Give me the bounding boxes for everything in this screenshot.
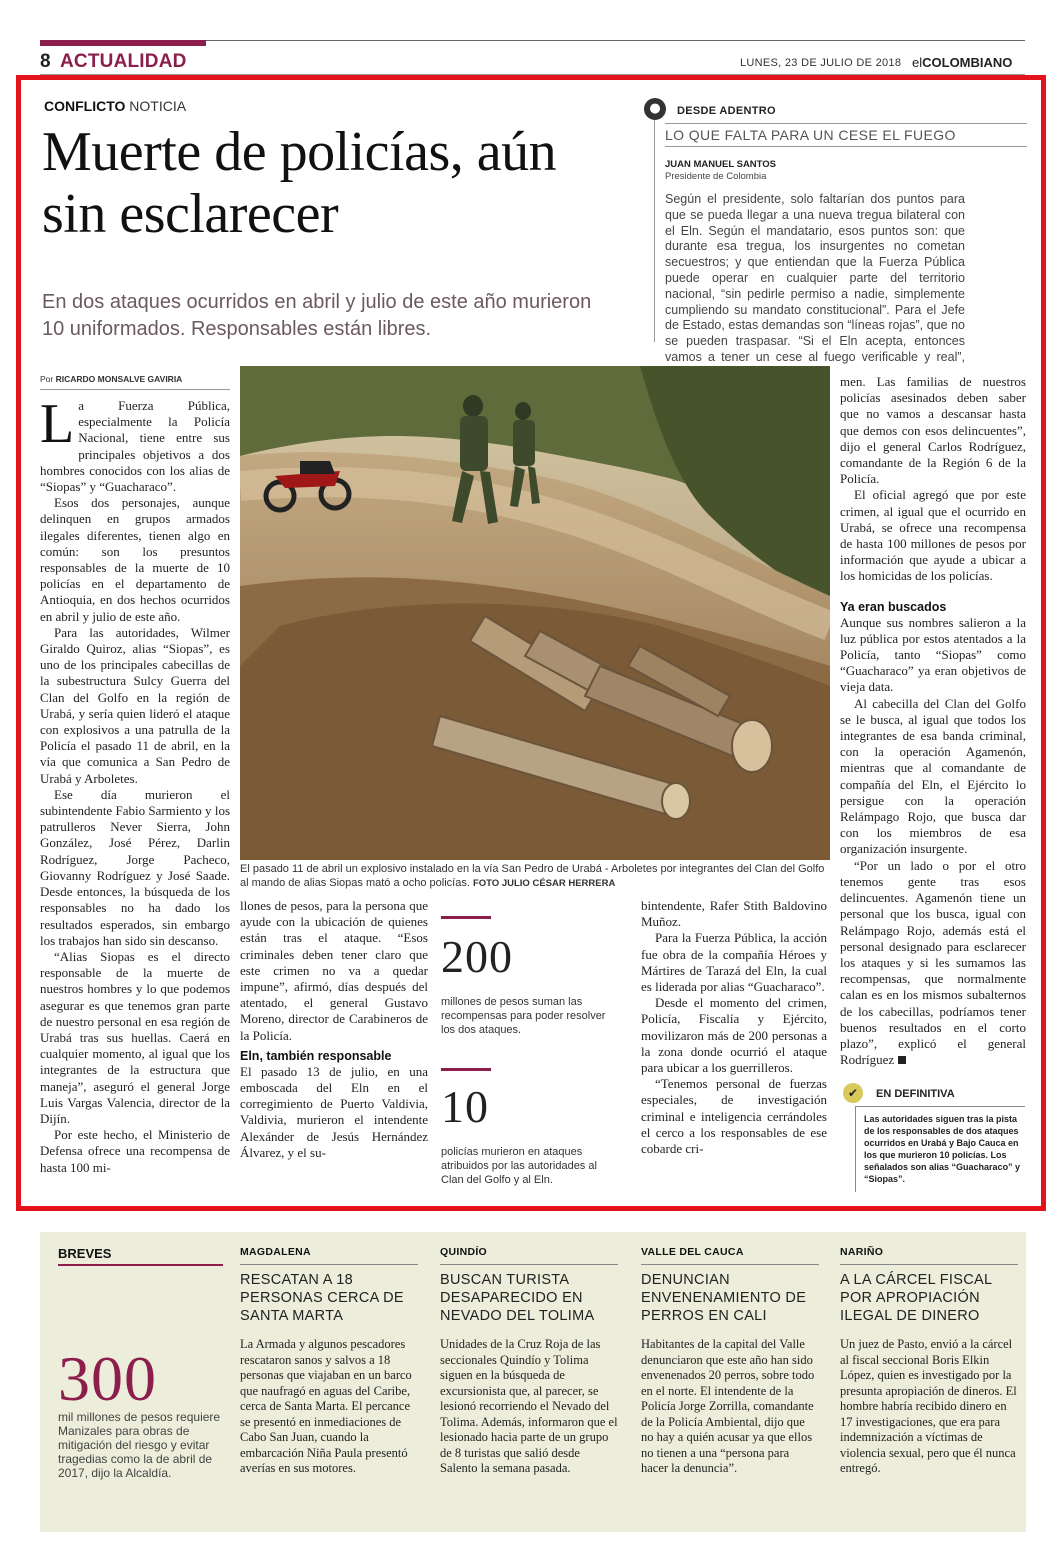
breve-rule xyxy=(840,1264,1018,1265)
breve-region: NARIÑO xyxy=(840,1246,884,1258)
breve-text: Unidades de la Cruz Roja de las seccionales Quindío y Tolima siguen en la búsqueda de excursionista que, al parecer, se lesionó recorriendo el Nevado del Tolima. Además, informaron que el lesionado hacia parte de un grupo de 8 turistas que salió desde Salento la semana pasada. xyxy=(440,1337,618,1475)
stat-text: millones de pesos suman las recompensas para poder resolver los dos ataques. xyxy=(441,996,606,1036)
breve-text: La Armada y algunos pescadores rescataron sanos y salvos a 18 personas que viajaban en un barco que naufragó en aguas del Caribe, cerca de Santa Marta. El percance se presentó en inmediaciones de Cabo San Juan, cuando la embarcación Niña Paula presentó averías en sus motores. xyxy=(240,1337,412,1475)
breves-rule xyxy=(58,1264,223,1266)
breve-headline: A LA CÁRCEL FISCAL POR APROPIACIÓN ILEGAL DE DINERO xyxy=(840,1272,992,1324)
breve-rule xyxy=(641,1264,819,1265)
dropcap: L xyxy=(40,393,75,455)
breve-region: MAGDALENA xyxy=(240,1246,311,1258)
breve-text: Habitantes de la capital del Valle denunciaron que este año han sido envenenados 20 perros, sobre todo en el norte. El intendente de la Policía Jorge Zorrilla, comandante de la Policía Ambiental, dijo que no hay a quién acusar ya que ellos no tienen a una “persona para hacer la denuncia”. xyxy=(641,1337,815,1475)
box-text: Según el presidente, solo faltarían dos puntos para que se pueda llegar a una nueva tregua bilateral con el Eln. Según el mandatario, esos puntos son: que durante esa tregua, los insurgentes no cometan secuestros; y que entiendan que la Fuerza Pública puede operar en cualquier parte del territorio nacional, “sin pedirle permiso a nadie, simplemente cumpliendo su mandato constitucional”. Para el Jefe de Estado, estas demandas son “líneas rojas”, que no se pueden traspasar. “Si el Eln acepta, entonces vamos a tener un cese al fuego verificable y real”, xyxy=(665,192,965,364)
breves-stat-text: mil millones de pesos requiere Manizales para obras de mitigación del riesgo y evitar tragedias como la de abril de 2017, dijo la Alcaldía. xyxy=(58,1410,221,1480)
paragraph: Desde el momento del crimen, Policía, Fiscalía y Ejército, movilizaron más de 200 personas a la zona donde ocurrió el ataque para ubicar a los guerrilleros. xyxy=(641,995,827,1076)
box-author-role: Presidente de Colombia xyxy=(665,171,767,182)
paragraph: Al cabecilla del Clan del Golfo se le busca, al igual que todos los integrantes de esa banda criminal, con la operación Agamenón, mientras que al comandante de compañía del Eln, el Ejército lo persigue con la operación Relámpago Rojo, que busca dar con los miembros de esa organización insurgente. xyxy=(840,695,1026,857)
breve-region: VALLE DEL CAUCA xyxy=(641,1246,744,1258)
subheading: Ya eran buscados xyxy=(840,599,947,614)
kicker-topic: CONFLICTO xyxy=(44,98,126,114)
paragraph: bintendente, Rafer Stith Baldovino Muñoz. xyxy=(641,898,827,930)
checklist-icon: ✔ xyxy=(843,1083,863,1103)
paragraph-text: a Fuerza Pública, especialmente la Policía Nacional, tiene entre sus principales objetivos a dos hombres conocidos con los alias de “Siopas” y “Guacharaco”. xyxy=(40,398,230,495)
paragraph: Ese día murieron el subintendente Fabio Sarmiento y los patrulleros Never Sierra, John González, José Pérez, Darlin Rodríguez, Jorge Pacheco, Giovanny Rodríguez y José Saade. Desde entonces, la búsqueda de los responsables no ha dado los resultados esperados, sin embargo los trabajos han sido sin descanso. xyxy=(40,786,230,948)
byline-rule xyxy=(40,389,230,390)
stat-number: 10 xyxy=(441,1081,489,1132)
article-column-4 xyxy=(840,374,1026,1068)
photo-illustration xyxy=(240,366,830,860)
paragraph: Aunque sus nombres salieron a la luz pública por estos atentados a la Policía, tanto “Siopas” como “Guacharaco” ya eran objetivos de vieja data. xyxy=(840,614,1026,695)
headline: Muerte de policías, aún sin esclarecer xyxy=(42,121,557,245)
article-column-1 xyxy=(40,393,230,1176)
article-column-2 xyxy=(240,898,428,1161)
paragraph: El oficial agregó que por este crimen, al igual que el ocurrido en Urabá, se ofrece una recompensa de hasta 100 millones de pesos por información que ayude a ubicar a los homicidas de los policías. xyxy=(840,487,1026,584)
paragraph: Por este hecho, el Ministerio de Defensa ofrece una recompensa de hasta 100 mi- xyxy=(40,1127,230,1175)
breves-stat-number: 300 xyxy=(58,1343,157,1414)
article-photo xyxy=(240,366,830,860)
breve-rule xyxy=(240,1264,418,1265)
paragraph: Para la Fuerza Pública, la acción fue obra de la compañía Héroes y Mártires de Tarazá del Eln, la cual es liderada por alias “Guacharaco”. xyxy=(641,930,827,995)
photo-caption xyxy=(240,862,830,891)
section-name: ACTUALIDAD xyxy=(60,51,187,72)
paragraph: llones de pesos, para la persona que ayude con la ubicación de quienes están tras el ataque. “Esos criminales deben tener claro que este crimen no va a quedar impune”, afirmó, días después del atentado, el general Gustavo Moreno, director de Carabineros de la Policía. xyxy=(240,898,428,1043)
byline xyxy=(40,374,182,384)
subheading: Eln, también responsable xyxy=(240,1048,392,1063)
page-number: 8 xyxy=(40,51,51,72)
breve-headline: DENUNCIAN ENVENENAMIENTO DE PERROS EN CALI xyxy=(641,1272,807,1324)
breve-item xyxy=(240,1246,418,1477)
en-definitiva-label: EN DEFINITIVA xyxy=(876,1088,955,1100)
stat-accent-bar xyxy=(441,1068,491,1071)
paragraph: “Alias Siopas es el directo responsable de la muerte de nuestros hombres y lo que podemos asegurar es que tenemos gran parte de nuestro personal en esa región de Urabá tras sus huellas. Caerá en cualquier momento, al igual que los integrantes de la estructura que maneja”, aseguró el general Jorge Luis Vargas Valencia, director de la Dijín. xyxy=(40,948,230,1126)
paragraph xyxy=(40,393,230,495)
stat-text: policías murieron en ataques atribuidos por las autoridades al Clan del Golfo y al Eln. xyxy=(441,1146,597,1186)
brand-logo xyxy=(912,55,1012,70)
breve-region: QUINDÍO xyxy=(440,1246,488,1258)
breves-title: BREVES xyxy=(58,1246,112,1261)
stat-number: 200 xyxy=(441,931,513,982)
breve-item xyxy=(641,1246,819,1477)
box-rule xyxy=(665,146,1027,147)
box-author: JUAN MANUEL SANTOS xyxy=(665,159,777,170)
breve-headline: BUSCAN TURISTA DESAPARECIDO EN NEVADO DEL TOLIMA xyxy=(440,1272,595,1324)
breve-item xyxy=(440,1246,618,1477)
byline-name: RICARDO MONSALVE GAVIRIA xyxy=(55,374,183,384)
desde-adentro-box xyxy=(649,98,1026,364)
person-icon: ● xyxy=(644,98,666,120)
article-column-3 xyxy=(641,898,827,1157)
breve-item xyxy=(840,1246,1018,1477)
breve-text: Un juez de Pasto, envió a la cárcel al fiscal seccional Boris Elkin López, quien es investigado por la presunta apropiación de dineros. El hombre habría recibido dinero en 17 investigaciones, que era para indemnización a víctimas de violencia sexual, pero que él nunca entregó. xyxy=(840,1337,1017,1475)
paragraph xyxy=(840,858,1026,1069)
paragraph: Para las autoridades, Wilmer Giraldo Quiroz, alias “Siopas”, es uno de los principales cabecillas de la subestructura Sulcy Guerra del Clan del Golfo en la región de Urabá, y sería quien lideró el ataque con explosivos a una patrulla de la Policía el pasado 11 de abril, en la vía que comunica a San Pedro de Urabá y Arboletes. xyxy=(40,624,230,786)
dateline: LUNES, 23 DE JULIO DE 2018 xyxy=(740,57,902,69)
kicker xyxy=(44,98,186,114)
stat-accent-bar xyxy=(441,916,491,919)
box-rule xyxy=(665,123,1027,124)
photo-credit: FOTO JULIO CÉSAR HERRERA xyxy=(472,878,616,889)
subhead: En dos ataques ocurridos en abril y julio de este año murieron 10 uniformados. Responsables están libres. xyxy=(42,291,592,340)
brand-prefix: el xyxy=(912,55,923,70)
section-accent-bar xyxy=(40,40,206,46)
paragraph: “Tenemos personal de fuerzas especiales, de investigación criminal e inteligencia cerrándoles el cerco a los responsables de ese cobarde cri- xyxy=(641,1076,827,1157)
paragraph: El pasado 13 de julio, en una emboscada del Eln en el corregimiento de Puerto Valdivia, Valdivia, murieron el intendente Alexánder de Jesús Hernández Álvarez, y el su- xyxy=(240,1063,428,1160)
byline-prefix: Por xyxy=(40,374,54,384)
box-title: LO QUE FALTA PARA UN CESE EL FUEGO xyxy=(665,127,956,143)
paragraph-text: “Por un lado o por el otro tenemos gente tras esos delincuentes. Agamenón tiene un personal que los busca, igual con Relámpago Rojo, además está el personal designado para esclarecer los ataques y si les sumamos las recompensas, que normalmente calan es en los mismos subalternos de los cabecillas, podríamos tener buenos resultados en el corto plazo”, explicó el general Rodríguez xyxy=(840,857,1026,1068)
end-mark xyxy=(898,1056,906,1064)
breve-headline: RESCATAN A 18 PERSONAS CERCA DE SANTA MARTA xyxy=(240,1272,404,1324)
brand-name: COLOMBIANO xyxy=(922,55,1013,70)
caption-text: El pasado 11 de abril un explosivo instalado en la vía San Pedro de Urabá - Arboletes por integrantes del Clan del Golfo al mando de alias Siopas mató a ocho policías. xyxy=(240,863,825,889)
kicker-type: NOTICIA xyxy=(129,98,187,114)
box-label: DESDE ADENTRO xyxy=(677,105,776,117)
en-definitiva-text: Las autoridades siguen tras la pista de los responsables de dos ataques ocurridos en Urabá y Bajo Cauca en los que murieron 10 policías. Los señalados son alias “Guacharaco” y “Siopas”. xyxy=(855,1106,1025,1192)
paragraph: men. Las familias de nuestros policías asesinados deben saber que no vamos a descansar hasta que demos con esos delincuentes”, dijo el general Carlos Rodríguez, comandante de la Región 6 de la Policía. xyxy=(840,374,1026,487)
paragraph: Esos dos personajes, aunque delinquen en grupos armados ilegales diferentes, tienen algo en común: son los presuntos responsables de la muerte de 10 policías en el departamento de Antioquia, en dos hechos ocurridos en abril y julio de este año. xyxy=(40,495,230,624)
breve-rule xyxy=(440,1264,618,1265)
